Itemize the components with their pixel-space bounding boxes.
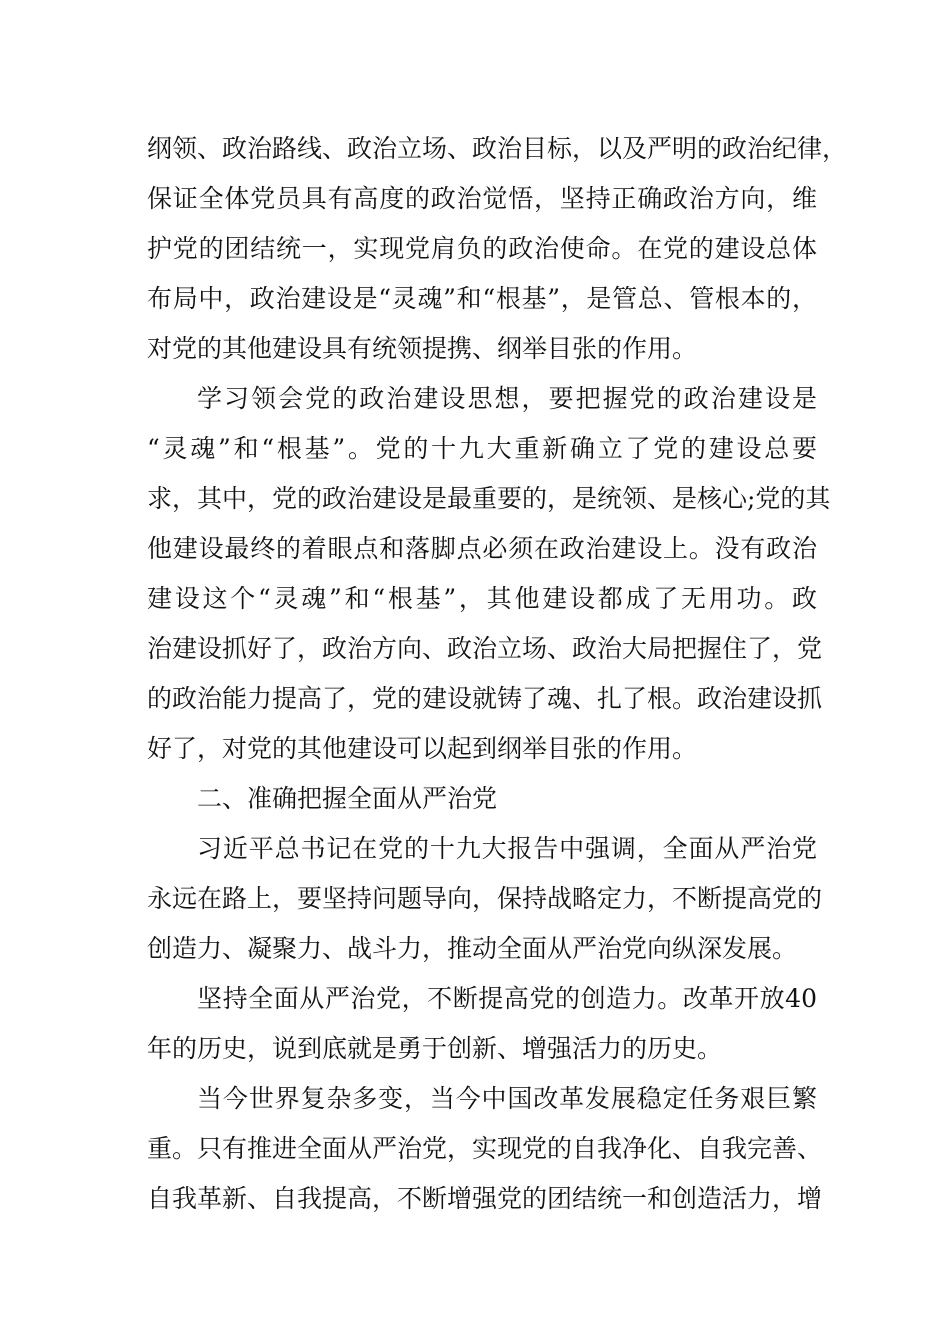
text-line: 建设这个“灵魂”和“根基”，其他建设都成了无用功。政 [147,584,817,613]
paragraph-first-line: 当今世界复杂多变，当今中国改革发展稳定任务艰巨繁 [197,1084,817,1113]
text-line: 永远在路上，要坚持问题导向，保持战略定力，不断提高党的 [147,884,823,913]
text-line: 纲领、政治路线、政治立场、政治目标，以及严明的政治纪律， [147,134,848,163]
text-line: 重。只有推进全面从严治党，实现党的自我净化、自我完善、 [147,1134,823,1163]
text-line: 护党的团结统一，实现党肩负的政治使命。在党的建设总体 [147,234,817,263]
section-heading: 二、准确把握全面从严治党 [197,784,498,813]
paragraph-first-line: 坚持全面从严治党，不断提高党的创造力。改革开放40 [197,984,817,1013]
text-line: 创造力、凝聚力、战斗力，推动全面从严治党向纵深发展。 [147,934,798,963]
text-line: 对党的其他建设具有统领提携、纲举目张的作用。 [147,334,698,363]
text-line: 好了，对党的其他建设可以起到纲举目张的作用。 [147,734,698,763]
text-line: 求，其中，党的政治建设是最重要的，是统领、是核心;党的其 [147,484,831,513]
paragraph-first-line: 学习领会党的政治建设思想，要把握党的政治建设是 [197,384,817,413]
text-line: 自我革新、自我提高，不断增强党的团结统一和创造活力，增 [147,1184,823,1213]
paragraph-first-line: 习近平总书记在党的十九大报告中强调，全面从严治党 [197,834,817,863]
text-line: 布局中，政治建设是“灵魂”和“根基”，是管总、管根本的， [147,284,817,313]
text-line: “灵魂”和“根基”。党的十九大重新确立了党的建设总要 [147,434,817,463]
text-line: 治建设抓好了，政治方向、政治立场、政治大局把握住了，党 [147,634,823,663]
text-line: 他建设最终的着眼点和落脚点必须在政治建设上。没有政治 [147,534,817,563]
text-line: 保证全体党员具有高度的政治觉悟，坚持正确政治方向，维 [147,184,817,213]
text-line: 年的历史，说到底就是勇于创新、增强活力的历史。 [147,1034,723,1063]
text-line: 的政治能力提高了，党的建设就铸了魂、扎了根。政治建设抓 [147,684,823,713]
